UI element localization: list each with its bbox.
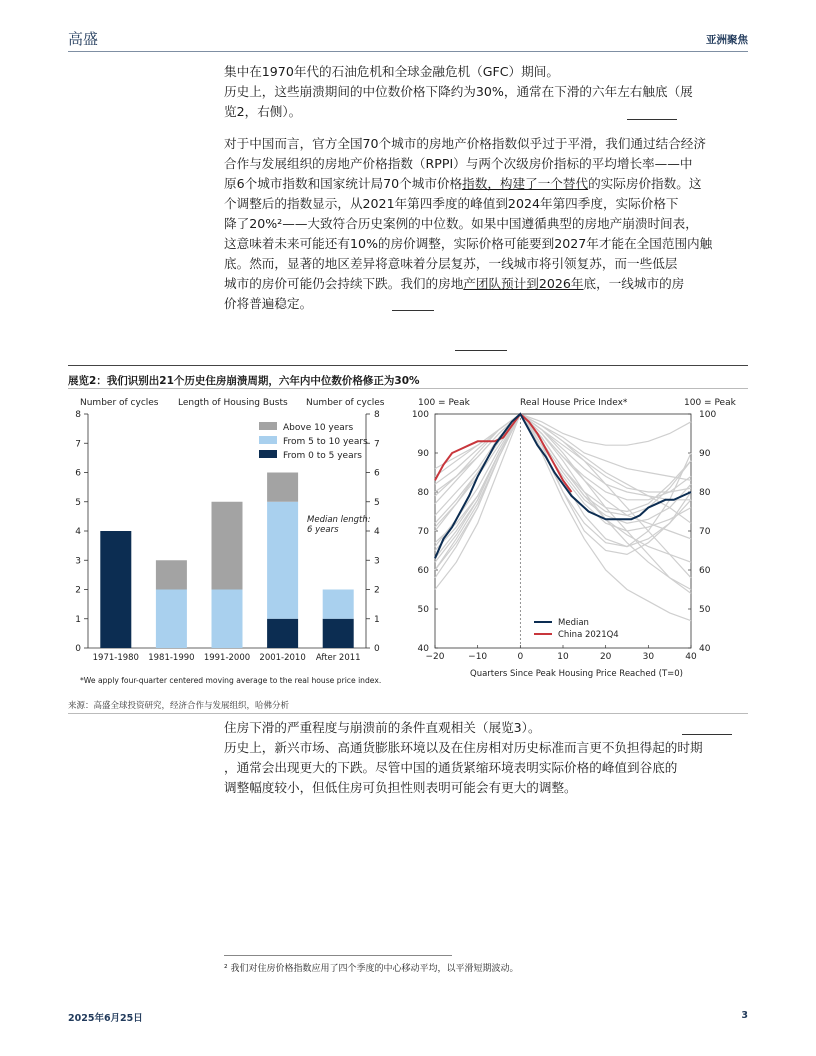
bar-category-label: 1981-1990 bbox=[148, 653, 195, 663]
line-tick-label-left: 80 bbox=[417, 488, 429, 498]
underlined-text: 产团队预计到2026年 bbox=[463, 276, 584, 291]
line-tick-label-right: 40 bbox=[699, 644, 711, 654]
bar-legend-swatch bbox=[259, 436, 277, 444]
line-xlabel: Quarters Since Peak Housing Price Reached (T=0) bbox=[470, 669, 683, 679]
paragraph-3-line: ，通常会出现更大的下跌。尽管中国的通货紧缩环境表明实际价格的峰值到谷底的 bbox=[224, 760, 678, 775]
header-divider bbox=[68, 51, 748, 52]
footnote-rule bbox=[224, 955, 452, 956]
line-tick-label-right: 60 bbox=[699, 566, 711, 576]
line-tick-label-left: 70 bbox=[417, 527, 429, 537]
bar-legend-label: From 0 to 5 years bbox=[283, 451, 362, 461]
paragraph-3-line: 调整幅度较小，但低住房可负担性则表明可能会有更大的调整。 bbox=[224, 780, 577, 795]
bar-tick-label-left: 5 bbox=[75, 497, 81, 508]
median-annotation-line1: Median length: bbox=[307, 515, 371, 525]
paragraph-1 bbox=[224, 62, 734, 122]
line-ylabel-left: 100 = Peak bbox=[418, 398, 470, 408]
paragraph-2-line: 这意味着未来可能还有10%的房价调整，实际价格可能要到2027年才能在全国范围内触 bbox=[224, 236, 713, 251]
exhibit-title: 展览2：我们识别出21个历史住房崩溃周期，六年内中位数价格修正为30% bbox=[68, 375, 420, 387]
bar-legend-label: Above 10 years bbox=[283, 423, 354, 433]
paragraph-2-line: 对于中国而言，官方全国70个城市的房地产价格指数似乎过于平滑，我们通过结合经济 bbox=[224, 136, 706, 151]
bar-tick-label-right: 8 bbox=[374, 410, 380, 420]
bar-segment bbox=[267, 473, 298, 502]
underlined-text: 指数，构建了一个替代 bbox=[462, 176, 589, 191]
header-brand: 高盛 bbox=[68, 30, 99, 48]
exhibit-source: 来源：高盛全球投资研究，经济合作与发展组织，哈佛分析 bbox=[68, 701, 290, 711]
bar-tick-label-left: 4 bbox=[75, 527, 81, 537]
paragraph-2-text: 的实际房价指数。这 bbox=[588, 176, 702, 191]
bar-segment bbox=[267, 502, 298, 619]
line-tick-label-left: 50 bbox=[417, 605, 429, 615]
bar-legend-label: From 5 to 10 years bbox=[283, 437, 368, 447]
bar-tick-label-left: 6 bbox=[75, 468, 81, 479]
line-x-tick-label: 10 bbox=[557, 652, 569, 662]
bar-tick-label-left: 3 bbox=[75, 556, 81, 567]
bar-segment bbox=[100, 531, 131, 648]
bar-legend bbox=[259, 422, 368, 461]
highlight-series bbox=[435, 414, 691, 558]
line-x-tick-label: −10 bbox=[468, 652, 488, 662]
bar-tick-label-right: 0 bbox=[374, 644, 380, 654]
line-tick-label-left: 100 bbox=[411, 410, 429, 420]
bar-tick-label-left: 1 bbox=[75, 614, 81, 625]
background-series bbox=[435, 414, 691, 621]
bar-category-label: 1991-2000 bbox=[203, 653, 251, 663]
line-legend bbox=[534, 618, 619, 640]
bar-segment bbox=[212, 590, 243, 649]
line-tick-label-left: 90 bbox=[417, 449, 429, 459]
line-x-tick-label: −20 bbox=[425, 652, 445, 662]
median-annotation-line2: 6 years bbox=[307, 525, 339, 535]
line-tick-label-right: 100 bbox=[699, 410, 717, 420]
bar-ylabel-left: Number of cycles bbox=[80, 398, 159, 408]
bar-chart bbox=[75, 398, 385, 685]
paragraph-2-line: 底。然而，显著的地区差异将意味着分层复苏，一线城市将引领复苏，而一些低层 bbox=[224, 256, 678, 271]
bar-segment bbox=[156, 560, 187, 589]
short-rule bbox=[682, 734, 732, 735]
bar-segment bbox=[323, 590, 354, 619]
page-number: 3 bbox=[741, 1010, 748, 1021]
bar-tick-label-right: 4 bbox=[374, 527, 380, 537]
line-tick-label-right: 70 bbox=[699, 527, 711, 537]
series-line bbox=[435, 414, 691, 558]
paragraph-3-line: 历史上，新兴市场、高通货膨胀环境以及在住房相对历史标准而言更不负担得起的时期 bbox=[224, 740, 703, 755]
paragraph-2-line: 合作与发展组织的房地产价格指数（RPPI）与两个次级房价指标的平均增长率——中 bbox=[224, 156, 693, 171]
paragraph-1-line: 览2，右侧）。 bbox=[224, 104, 302, 119]
bar-tick-label-left: 0 bbox=[75, 644, 81, 654]
paragraph-2-text: 底，一线城市的房 bbox=[583, 276, 685, 291]
background-series-line bbox=[435, 414, 691, 578]
short-rule bbox=[627, 119, 677, 120]
footer-date: 2025年6月25日 bbox=[68, 1013, 143, 1024]
line-ylabel-right: 100 = Peak bbox=[684, 398, 736, 408]
short-rule bbox=[455, 350, 507, 351]
bar-category-label: 1971-1980 bbox=[92, 653, 139, 663]
paragraph-1-line: 历史上，这些崩溃期间的中位数价格下降约为30%，通常在下滑的六年左右触底（展 bbox=[224, 84, 693, 99]
line-tick-label-right: 80 bbox=[699, 488, 711, 498]
bar-tick-label-left: 8 bbox=[75, 410, 81, 420]
line-x-tick-label: 20 bbox=[599, 652, 612, 662]
line-tick-label-left: 60 bbox=[417, 566, 429, 576]
line-x-tick-label: 40 bbox=[685, 652, 697, 662]
bar-segment bbox=[323, 619, 354, 648]
paragraph-2-line: 价将普遍稳定。 bbox=[224, 296, 313, 311]
line-tick-label-left: 40 bbox=[417, 644, 429, 654]
line-chart-title: Real House Price Index* bbox=[520, 398, 628, 408]
short-rule bbox=[392, 310, 434, 311]
paragraph-2-line: 降了20%²——大致符合历史案例的中位数。如果中国遵循典型的房地产崩溃时间表， bbox=[224, 216, 698, 231]
exhibit-charts bbox=[68, 392, 748, 692]
paragraph-3 bbox=[224, 718, 734, 798]
bar-tick-label-left: 2 bbox=[75, 585, 81, 596]
bar-tick-label-right: 3 bbox=[374, 556, 380, 567]
paragraph-2 bbox=[224, 134, 734, 314]
bar-tick-label-left: 7 bbox=[75, 439, 81, 450]
exhibit-note: *We apply four-quarter centered moving average to the real house price index. bbox=[80, 676, 382, 685]
paragraph-3-line: 住房下滑的严重程度与崩溃前的条件直观相关（展览3）。 bbox=[224, 720, 541, 735]
bar-tick-label-right: 1 bbox=[374, 614, 380, 625]
bar-tick-label-right: 2 bbox=[374, 585, 380, 596]
bar-tick-label-right: 7 bbox=[374, 439, 380, 450]
exhibit-title-rule bbox=[68, 388, 748, 389]
bar-legend-swatch bbox=[259, 450, 277, 458]
bar-ylabel-right: Number of cycles bbox=[306, 398, 385, 408]
bar-category-label: After 2011 bbox=[315, 653, 361, 663]
paragraph-2-line bbox=[224, 174, 734, 194]
exhibit-bottom-rule bbox=[68, 713, 748, 714]
bar-category-label: 2001-2010 bbox=[259, 653, 306, 663]
paragraph-2-line bbox=[224, 274, 734, 294]
bar-marks bbox=[93, 473, 361, 664]
bar-segment bbox=[267, 619, 298, 648]
line-tick-label-right: 50 bbox=[699, 605, 711, 615]
bar-tick-label-right: 6 bbox=[374, 468, 380, 479]
paragraph-2-line: 个调整后的指数显示，从2021年第四季度的峰值到2024年第四季度，实际价格下 bbox=[224, 196, 679, 211]
bar-legend-swatch bbox=[259, 422, 277, 430]
line-legend-label: China 2021Q4 bbox=[558, 630, 619, 640]
background-series-line bbox=[435, 414, 691, 578]
paragraph-2-text: 城市的房价可能仍会持续下跌。我们的房地 bbox=[224, 276, 464, 291]
bar-chart-title: Length of Housing Busts bbox=[178, 398, 288, 408]
bar-segment bbox=[212, 502, 243, 590]
line-x-tick-label: 0 bbox=[517, 652, 524, 662]
paragraph-1-line: 集中在1970年代的石油危机和全球金融危机（GFC）期间。 bbox=[224, 64, 559, 79]
series-line bbox=[435, 414, 572, 492]
paragraph-2-text: 原6个城市指数和国家统计局70个城市价格 bbox=[224, 176, 463, 191]
line-chart bbox=[412, 398, 737, 679]
footnote: ² 我们对住房价格指数应用了四个季度的中心移动平均，以平滑短期波动。 bbox=[224, 964, 519, 974]
bar-segment bbox=[156, 590, 187, 649]
exhibit-top-rule bbox=[68, 365, 748, 366]
header-section: 亚洲聚焦 bbox=[706, 34, 748, 46]
bar-tick-label-right: 5 bbox=[374, 497, 380, 508]
line-x-tick-label: 30 bbox=[642, 652, 655, 662]
line-tick-label-right: 90 bbox=[699, 449, 711, 459]
line-legend-label: Median bbox=[558, 618, 589, 628]
